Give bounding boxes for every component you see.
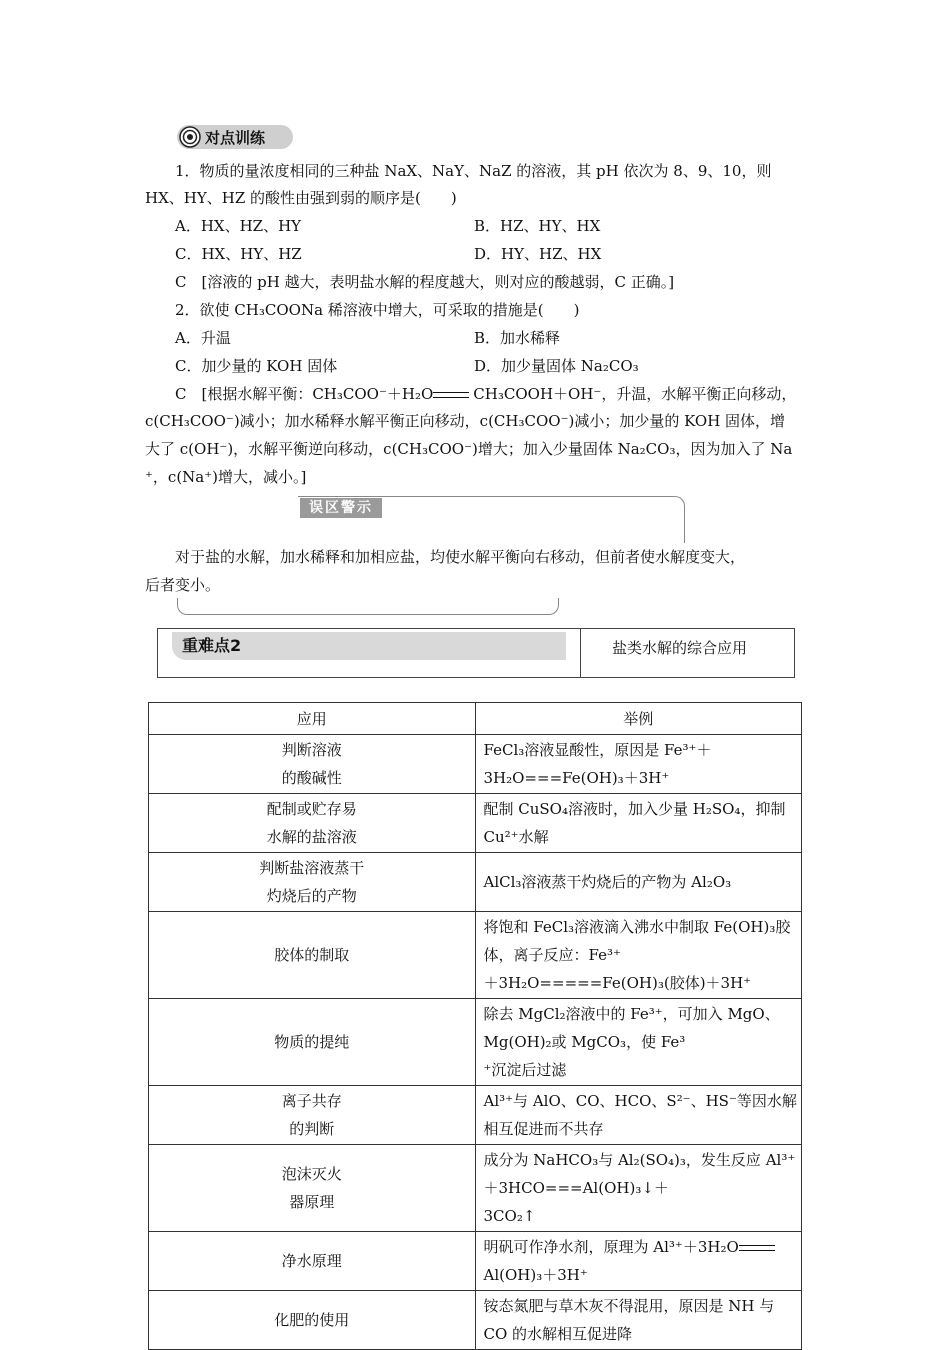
q1-answer: C [溶液的 pH 越大，表明盐水解的程度越大，则对应的酸越弱，C 正确。] — [175, 273, 675, 291]
application-cell: 泡沫灭火 器原理 — [149, 1145, 476, 1232]
warning-line2: 后者变小。 — [145, 576, 221, 594]
header-example: 举例 — [475, 703, 802, 735]
application-table — [148, 702, 802, 1350]
q2-option-c: C．加少量的 KOH 固体 — [175, 357, 338, 375]
application-cell: 化肥的使用 — [149, 1291, 476, 1350]
application-cell: 判断溶液 的酸碱性 — [149, 735, 476, 794]
table-row — [149, 853, 802, 912]
q1-line2: HX、HY、HZ 的酸性由强到弱的顺序是( ) — [145, 189, 457, 207]
table-row — [149, 1291, 802, 1350]
warning-line1: 对于盐的水解，加水稀释和加相应盐，均使水解平衡向右移动，但前者使水解度变大， — [175, 548, 746, 566]
warning-frame-bottom — [177, 598, 559, 615]
q1-option-c: C．HX、HY、HZ — [175, 245, 302, 263]
q1-option-b: B．HZ、HY、HX — [474, 217, 601, 235]
key-point-divider — [580, 628, 581, 678]
table-row — [149, 1086, 802, 1145]
application-cell: 配制或贮存易 水解的盐溶液 — [149, 794, 476, 853]
q1-option-a: A．HX、HZ、HY — [175, 217, 302, 235]
equilibrium-arrow-icon — [739, 1243, 779, 1253]
equilibrium-arrow-icon — [433, 390, 473, 400]
q2-answer-line1-a: C [根据水解平衡：CH₃COO⁻＋H₂O — [175, 385, 434, 403]
header-application: 应用 — [149, 703, 476, 735]
application-cell: 判断盐溶液蒸干 灼烧后的产物 — [149, 853, 476, 912]
example-cell: 将饱和 FeCl₃溶液滴入沸水中制取 Fe(OH)₃胶体，离子反应：Fe³⁺ ＋3H₂O=====Fe(OH)₃(胶体)＋3H⁺ — [475, 912, 802, 999]
q2-answer-line1 — [175, 383, 835, 405]
q2-answer-line4: ⁺，c(Na⁺)增大，减小。] — [145, 468, 307, 486]
example-cell: 除去 MgCl₂溶液中的 Fe³⁺，可加入 MgO、Mg(OH)₂或 MgCO₃，使 Fe³ ⁺沉淀后过滤 — [475, 999, 802, 1086]
application-cell: 净水原理 — [149, 1232, 476, 1291]
application-cell: 离子共存 的判断 — [149, 1086, 476, 1145]
table-row — [149, 912, 802, 999]
q1-line1: 1．物质的量浓度相同的三种盐 NaX、NaY、NaZ 的溶液，其 pH 依次为 8、9、10，则 — [175, 162, 772, 180]
application-cell: 胶体的制取 — [149, 912, 476, 999]
table-row — [149, 1232, 802, 1291]
q2-option-d: D．加少量固体 Na₂CO₃ — [474, 357, 639, 375]
table-header-row — [149, 703, 802, 735]
q2-stem: 2．欲使 CH₃COONa 稀溶液中增大，可采取的措施是( ) — [175, 301, 580, 319]
table-row — [149, 735, 802, 794]
section-badge — [177, 125, 293, 149]
application-cell: 物质的提纯 — [149, 999, 476, 1086]
example-cell: AlCl₃溶液蒸干灼烧后的产物为 Al₂O₃ — [475, 853, 802, 912]
q2-answer-line1-b: CH₃COOH＋OH⁻，升温，水解平衡正向移动， — [473, 385, 797, 403]
warning-tag: 误区警示 — [300, 498, 382, 518]
example-cell: 成分为 NaHCO₃与 Al₂(SO₄)₃，发生反应 Al³⁺＋3HCO===Al(OH)₃↓＋ 3CO₂↑ — [475, 1145, 802, 1232]
q2-option-b: B．加水稀释 — [474, 329, 561, 347]
table-row — [149, 999, 802, 1086]
example-cell: Al³⁺与 AlO、CO、HCO、S²⁻、HS⁻等因水解相互促进而不共存 — [475, 1086, 802, 1145]
q2-answer-line3: 大了 c(OH⁻)，水解平衡逆向移动，c(CH₃COO⁻)增大；加入少量固体 Na₂CO₃，因为加入了 Na — [145, 440, 793, 458]
key-point-title: 盐类水解的综合应用 — [612, 639, 748, 657]
q2-answer-line2: c(CH₃COO⁻)减小；加水稀释水解平衡正向移动，c(CH₃COO⁻)减小；加少量的 KOH 固体，增 — [145, 412, 786, 430]
example-cell: 配制 CuSO₄溶液时，加入少量 H₂SO₄，抑制 Cu²⁺水解 — [475, 794, 802, 853]
q1-option-d: D．HY、HZ、HX — [474, 245, 602, 263]
q2-option-a: A．升温 — [175, 329, 231, 347]
example-cell: 铵态氮肥与草木灰不得混用，原因是 NH 与 CO 的水解相互促进降 — [475, 1291, 802, 1350]
table-row — [149, 794, 802, 853]
example-cell: FeCl₃溶液显酸性，原因是 Fe³⁺＋3H₂O===Fe(OH)₃＋3H⁺ — [475, 735, 802, 794]
example-cell: 明矾可作净水剂，原理为 Al³⁺＋3H₂OAl(OH)₃＋3H⁺ — [475, 1232, 802, 1291]
badge-title: 对点训练 — [205, 129, 266, 147]
table-row — [149, 1145, 802, 1232]
target-icon — [179, 126, 201, 148]
key-point-label: 重难点2 — [182, 636, 242, 655]
